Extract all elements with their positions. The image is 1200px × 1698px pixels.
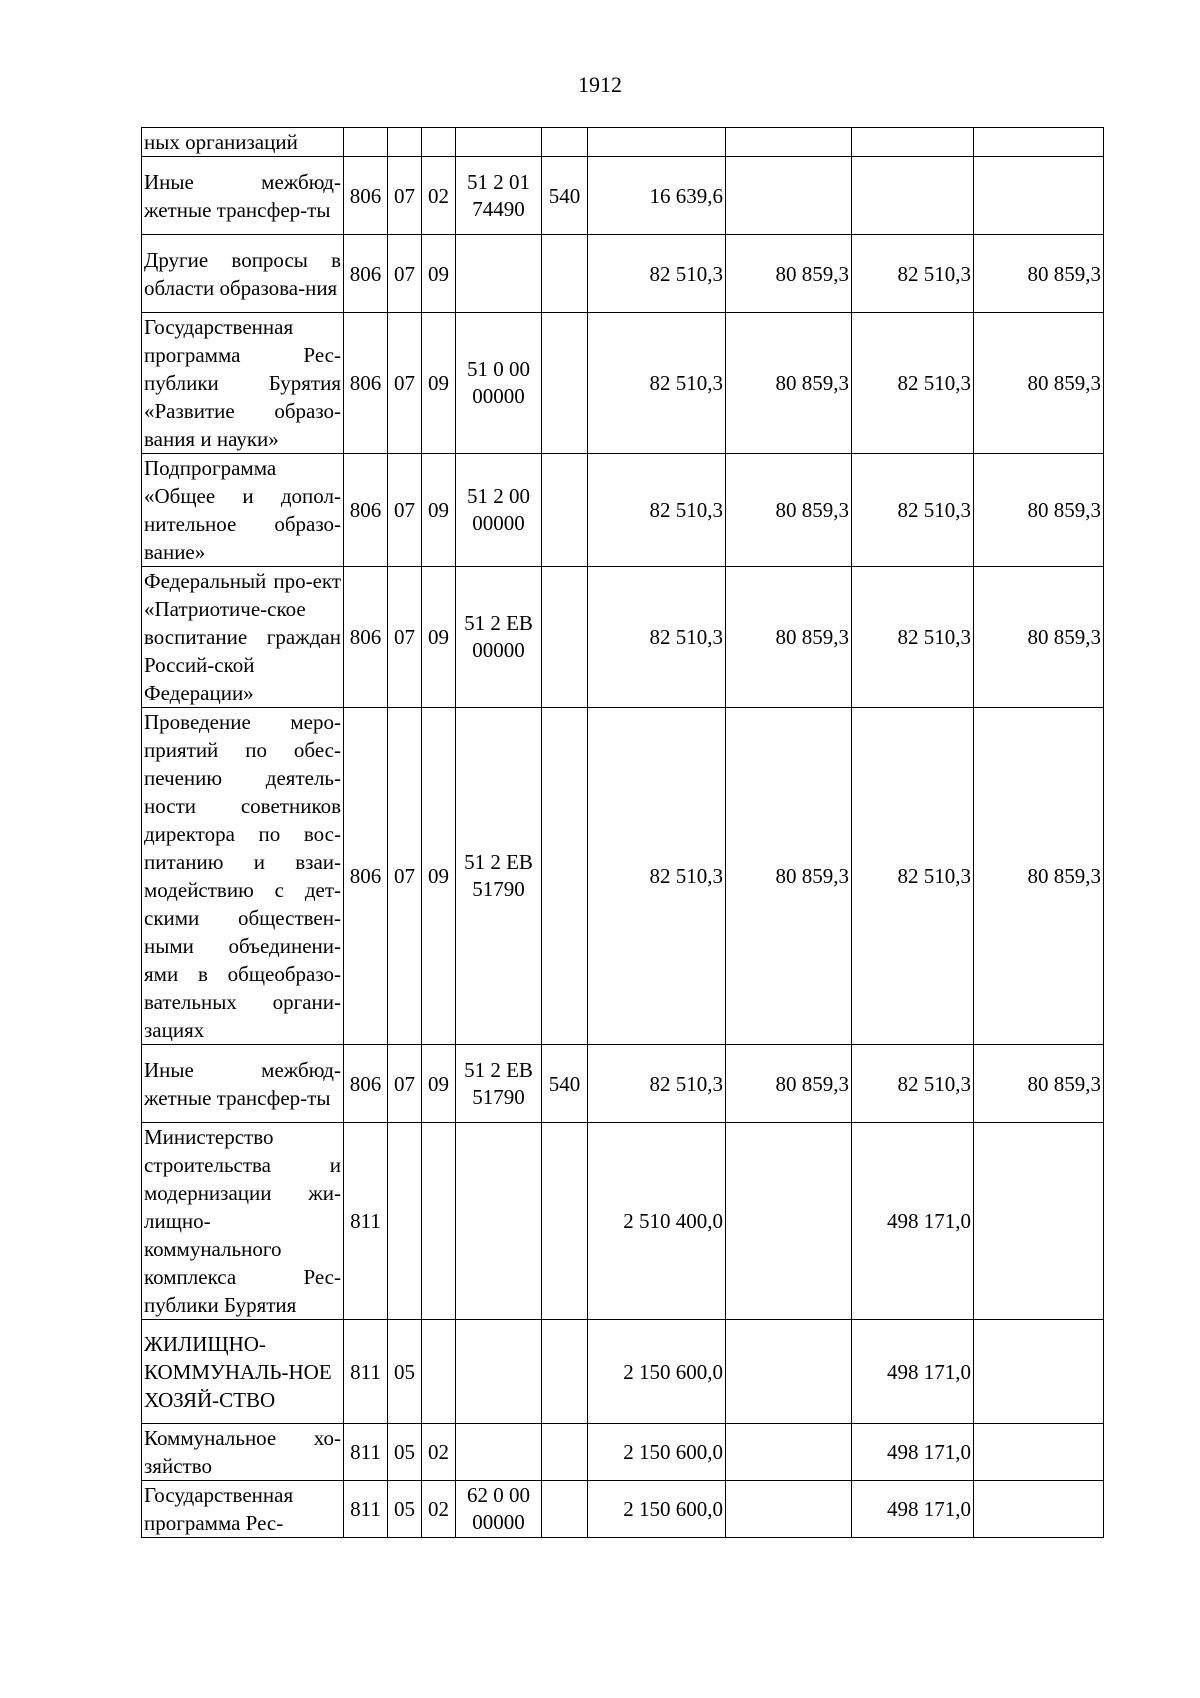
table-row <box>142 235 1104 313</box>
amount-2 <box>726 157 852 235</box>
item-name: Государственная программа Рес-публики Бурятия «Развитие образо-вания и науки» <box>142 313 344 454</box>
amount-2 <box>726 1481 852 1538</box>
ministry-code: 811 <box>344 1481 388 1538</box>
amount-4: 80 859,3 <box>974 454 1104 567</box>
target-article-code: 51 2 01 74490 <box>456 157 542 235</box>
ministry-code: 806 <box>344 235 388 313</box>
expense-type-code: 540 <box>542 1045 588 1123</box>
section-code: 07 <box>388 157 422 235</box>
expense-type-code <box>542 235 588 313</box>
target-article-code: 51 2 ЕВ 51790 <box>456 708 542 1045</box>
amount-1: 2 510 400,0 <box>588 1123 726 1320</box>
ministry-code: 811 <box>344 1123 388 1320</box>
amount-2 <box>726 1123 852 1320</box>
amount-4: 80 859,3 <box>974 708 1104 1045</box>
item-name: Иные межбюд-жетные трансфер-ты <box>142 157 344 235</box>
section-code: 07 <box>388 567 422 708</box>
subsection-code: 09 <box>422 235 456 313</box>
amount-3: 498 171,0 <box>852 1481 974 1538</box>
section-code: 05 <box>388 1481 422 1538</box>
item-name: Проведение меро-приятий по обес-печению деятель-ности советников директора по вос-питанию и взаи-модействию с дет-скими обществен-ными объединени-ями в общеобразо-вательных органи-зациях <box>142 708 344 1045</box>
amount-4 <box>974 1320 1104 1424</box>
amount-3: 498 171,0 <box>852 1424 974 1481</box>
amount-4: 80 859,3 <box>974 1045 1104 1123</box>
item-name: Коммунальное хо-зяйство <box>142 1424 344 1481</box>
table-row <box>142 1320 1104 1424</box>
amount-1: 82 510,3 <box>588 1045 726 1123</box>
table-body <box>142 128 1104 1538</box>
item-name: ных организаций <box>142 128 344 157</box>
ministry-code: 811 <box>344 1320 388 1424</box>
item-name: Подпрограмма «Общее и допол-нительное образо-вание» <box>142 454 344 567</box>
amount-3: 82 510,3 <box>852 567 974 708</box>
section-code: 07 <box>388 454 422 567</box>
ministry-code: 811 <box>344 1424 388 1481</box>
page-number: 1912 <box>578 72 622 97</box>
item-name: Федеральный про-ект «Патриотиче-ское воспитание граждан Россий-ской Федерации» <box>142 567 344 708</box>
amount-3: 82 510,3 <box>852 454 974 567</box>
ministry-code: 806 <box>344 567 388 708</box>
target-article-code: 51 2 00 00000 <box>456 454 542 567</box>
subsection-code: 02 <box>422 1424 456 1481</box>
amount-1: 2 150 600,0 <box>588 1320 726 1424</box>
target-article-code <box>456 1320 542 1424</box>
expense-type-code <box>542 708 588 1045</box>
ministry-code <box>344 128 388 157</box>
target-article-code <box>456 1424 542 1481</box>
amount-3: 82 510,3 <box>852 1045 974 1123</box>
section-code <box>388 128 422 157</box>
amount-2: 80 859,3 <box>726 708 852 1045</box>
amount-3: 82 510,3 <box>852 708 974 1045</box>
amount-4 <box>974 157 1104 235</box>
expense-type-code <box>542 567 588 708</box>
amount-4: 80 859,3 <box>974 567 1104 708</box>
table-row <box>142 1481 1104 1538</box>
amount-2: 80 859,3 <box>726 313 852 454</box>
amount-1: 82 510,3 <box>588 313 726 454</box>
subsection-code <box>422 128 456 157</box>
expense-type-code <box>542 1481 588 1538</box>
item-name: Государственная программа Рес- <box>142 1481 344 1538</box>
subsection-code: 09 <box>422 313 456 454</box>
subsection-code: 09 <box>422 708 456 1045</box>
amount-2: 80 859,3 <box>726 1045 852 1123</box>
table-row <box>142 708 1104 1045</box>
target-article-code: 51 2 ЕВ 00000 <box>456 567 542 708</box>
subsection-code: 09 <box>422 454 456 567</box>
target-article-code: 51 2 ЕВ 51790 <box>456 1045 542 1123</box>
subsection-code <box>422 1320 456 1424</box>
table-row <box>142 157 1104 235</box>
expense-type-code <box>542 128 588 157</box>
ministry-code: 806 <box>344 313 388 454</box>
table-row <box>142 567 1104 708</box>
amount-1 <box>588 128 726 157</box>
table-row <box>142 454 1104 567</box>
amount-4 <box>974 1424 1104 1481</box>
amount-1: 16 639,6 <box>588 157 726 235</box>
ministry-code: 806 <box>344 1045 388 1123</box>
expense-type-code <box>542 454 588 567</box>
ministry-code: 806 <box>344 708 388 1045</box>
amount-2 <box>726 1320 852 1424</box>
target-article-code <box>456 128 542 157</box>
amount-4 <box>974 128 1104 157</box>
amount-3: 82 510,3 <box>852 235 974 313</box>
target-article-code: 51 0 00 00000 <box>456 313 542 454</box>
table-row <box>142 1045 1104 1123</box>
amount-4: 80 859,3 <box>974 313 1104 454</box>
subsection-code: 09 <box>422 567 456 708</box>
amount-2 <box>726 1424 852 1481</box>
table-row <box>142 1123 1104 1320</box>
subsection-code: 02 <box>422 157 456 235</box>
ministry-code: 806 <box>344 454 388 567</box>
amount-3: 498 171,0 <box>852 1123 974 1320</box>
amount-2: 80 859,3 <box>726 567 852 708</box>
budget-table <box>141 127 1104 1538</box>
subsection-code: 02 <box>422 1481 456 1538</box>
amount-1: 2 150 600,0 <box>588 1481 726 1538</box>
amount-4: 80 859,3 <box>974 235 1104 313</box>
amount-3: 82 510,3 <box>852 313 974 454</box>
amount-3 <box>852 157 974 235</box>
table-row <box>142 313 1104 454</box>
section-code <box>388 1123 422 1320</box>
target-article-code: 62 0 00 00000 <box>456 1481 542 1538</box>
amount-4 <box>974 1123 1104 1320</box>
amount-2 <box>726 128 852 157</box>
amount-3 <box>852 128 974 157</box>
item-name: Иные межбюд-жетные трансфер-ты <box>142 1045 344 1123</box>
section-code: 07 <box>388 235 422 313</box>
amount-3: 498 171,0 <box>852 1320 974 1424</box>
subsection-code: 09 <box>422 1045 456 1123</box>
section-code: 05 <box>388 1320 422 1424</box>
item-name: Министерство строительства и модернизации жи-лищно-коммунального комплекса Рес-публики Бурятия <box>142 1123 344 1320</box>
amount-2: 80 859,3 <box>726 454 852 567</box>
expense-type-code <box>542 1320 588 1424</box>
amount-4 <box>974 1481 1104 1538</box>
expense-type-code <box>542 1123 588 1320</box>
amount-1: 2 150 600,0 <box>588 1424 726 1481</box>
amount-1: 82 510,3 <box>588 454 726 567</box>
item-name: Другие вопросы в области образова-ния <box>142 235 344 313</box>
table-row <box>142 128 1104 157</box>
section-code: 07 <box>388 313 422 454</box>
amount-1: 82 510,3 <box>588 708 726 1045</box>
expense-type-code <box>542 313 588 454</box>
amount-1: 82 510,3 <box>588 567 726 708</box>
target-article-code <box>456 235 542 313</box>
expense-type-code <box>542 1424 588 1481</box>
section-code: 07 <box>388 1045 422 1123</box>
table-row <box>142 1424 1104 1481</box>
section-code: 07 <box>388 708 422 1045</box>
subsection-code <box>422 1123 456 1320</box>
amount-2: 80 859,3 <box>726 235 852 313</box>
item-name: ЖИЛИЩНО-КОММУНАЛЬ-НОЕ ХОЗЯЙ-СТВО <box>142 1320 344 1424</box>
ministry-code: 806 <box>344 157 388 235</box>
expense-type-code: 540 <box>542 157 588 235</box>
amount-1: 82 510,3 <box>588 235 726 313</box>
target-article-code <box>456 1123 542 1320</box>
section-code: 05 <box>388 1424 422 1481</box>
